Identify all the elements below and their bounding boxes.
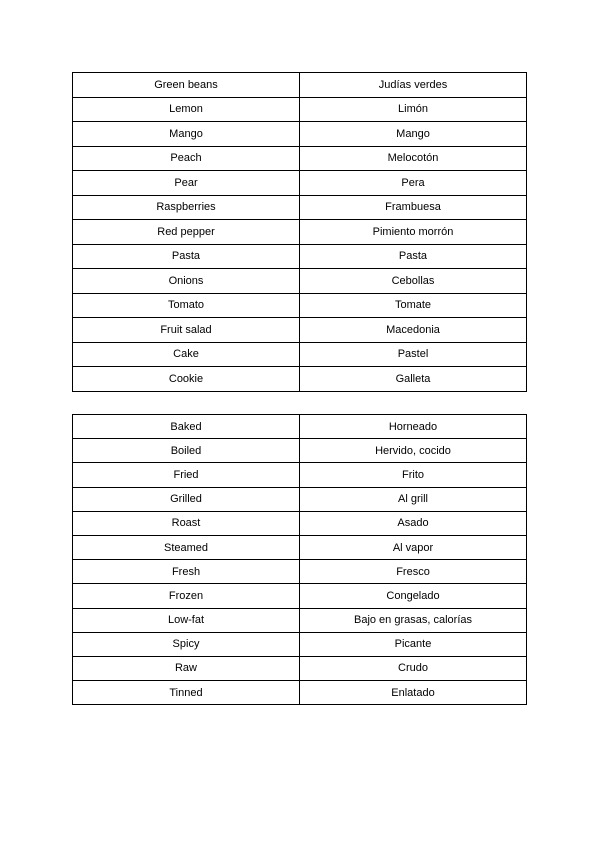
english-term-cell: Pear [73, 171, 300, 196]
english-term-cell: Mango [73, 122, 300, 147]
table-row [73, 487, 527, 511]
table-row [73, 656, 527, 680]
table-row [73, 293, 527, 318]
table-row [73, 171, 527, 196]
spanish-term-cell: Picante [300, 632, 527, 656]
english-term-cell: Raspberries [73, 195, 300, 220]
table-row [73, 195, 527, 220]
food-vocabulary-table [72, 72, 527, 392]
table-row [73, 244, 527, 269]
table-row [73, 681, 527, 705]
english-term-cell: Onions [73, 269, 300, 294]
table-row [73, 439, 527, 463]
english-term-cell: Fried [73, 463, 300, 487]
table-row [73, 318, 527, 343]
spanish-term-cell: Fresco [300, 560, 527, 584]
table-row [73, 415, 527, 439]
table-row [73, 146, 527, 171]
english-term-cell: Grilled [73, 487, 300, 511]
spanish-term-cell: Asado [300, 511, 527, 535]
table-row [73, 367, 527, 392]
spanish-term-cell: Mango [300, 122, 527, 147]
spanish-term-cell: Galleta [300, 367, 527, 392]
english-term-cell: Steamed [73, 535, 300, 559]
spanish-term-cell: Crudo [300, 656, 527, 680]
spanish-term-cell: Melocotón [300, 146, 527, 171]
food-vocabulary-body [73, 73, 527, 392]
english-term-cell: Spicy [73, 632, 300, 656]
english-term-cell: Pasta [73, 244, 300, 269]
spanish-term-cell: Enlatado [300, 681, 527, 705]
english-term-cell: Roast [73, 511, 300, 535]
english-term-cell: Peach [73, 146, 300, 171]
english-term-cell: Green beans [73, 73, 300, 98]
table-row [73, 560, 527, 584]
spanish-term-cell: Al grill [300, 487, 527, 511]
spanish-term-cell: Pimiento morrón [300, 220, 527, 245]
english-term-cell: Low-fat [73, 608, 300, 632]
spanish-term-cell: Pastel [300, 342, 527, 367]
spanish-term-cell: Macedonia [300, 318, 527, 343]
spanish-term-cell: Congelado [300, 584, 527, 608]
english-term-cell: Lemon [73, 97, 300, 122]
cooking-vocabulary-body [73, 415, 527, 705]
spanish-term-cell: Cebollas [300, 269, 527, 294]
table-row [73, 97, 527, 122]
spanish-term-cell: Frambuesa [300, 195, 527, 220]
table-row [73, 73, 527, 98]
cooking-vocabulary-table [72, 414, 527, 705]
spanish-term-cell: Pasta [300, 244, 527, 269]
english-term-cell: Baked [73, 415, 300, 439]
table-row [73, 535, 527, 559]
spanish-term-cell: Al vapor [300, 535, 527, 559]
english-term-cell: Tinned [73, 681, 300, 705]
spanish-term-cell: Hervido, cocido [300, 439, 527, 463]
table-row [73, 608, 527, 632]
spanish-term-cell: Frito [300, 463, 527, 487]
english-term-cell: Boiled [73, 439, 300, 463]
spanish-term-cell: Limón [300, 97, 527, 122]
english-term-cell: Raw [73, 656, 300, 680]
spanish-term-cell: Bajo en grasas, calorías [300, 608, 527, 632]
spanish-term-cell: Horneado [300, 415, 527, 439]
table-row [73, 463, 527, 487]
spanish-term-cell: Tomate [300, 293, 527, 318]
table-row [73, 122, 527, 147]
table-row [73, 632, 527, 656]
spanish-term-cell: Pera [300, 171, 527, 196]
english-term-cell: Fresh [73, 560, 300, 584]
english-term-cell: Cookie [73, 367, 300, 392]
spanish-term-cell: Judías verdes [300, 73, 527, 98]
table-row [73, 584, 527, 608]
english-term-cell: Tomato [73, 293, 300, 318]
english-term-cell: Red pepper [73, 220, 300, 245]
english-term-cell: Fruit salad [73, 318, 300, 343]
table-row [73, 342, 527, 367]
table-row [73, 220, 527, 245]
table-row [73, 511, 527, 535]
english-term-cell: Frozen [73, 584, 300, 608]
table-row [73, 269, 527, 294]
english-term-cell: Cake [73, 342, 300, 367]
